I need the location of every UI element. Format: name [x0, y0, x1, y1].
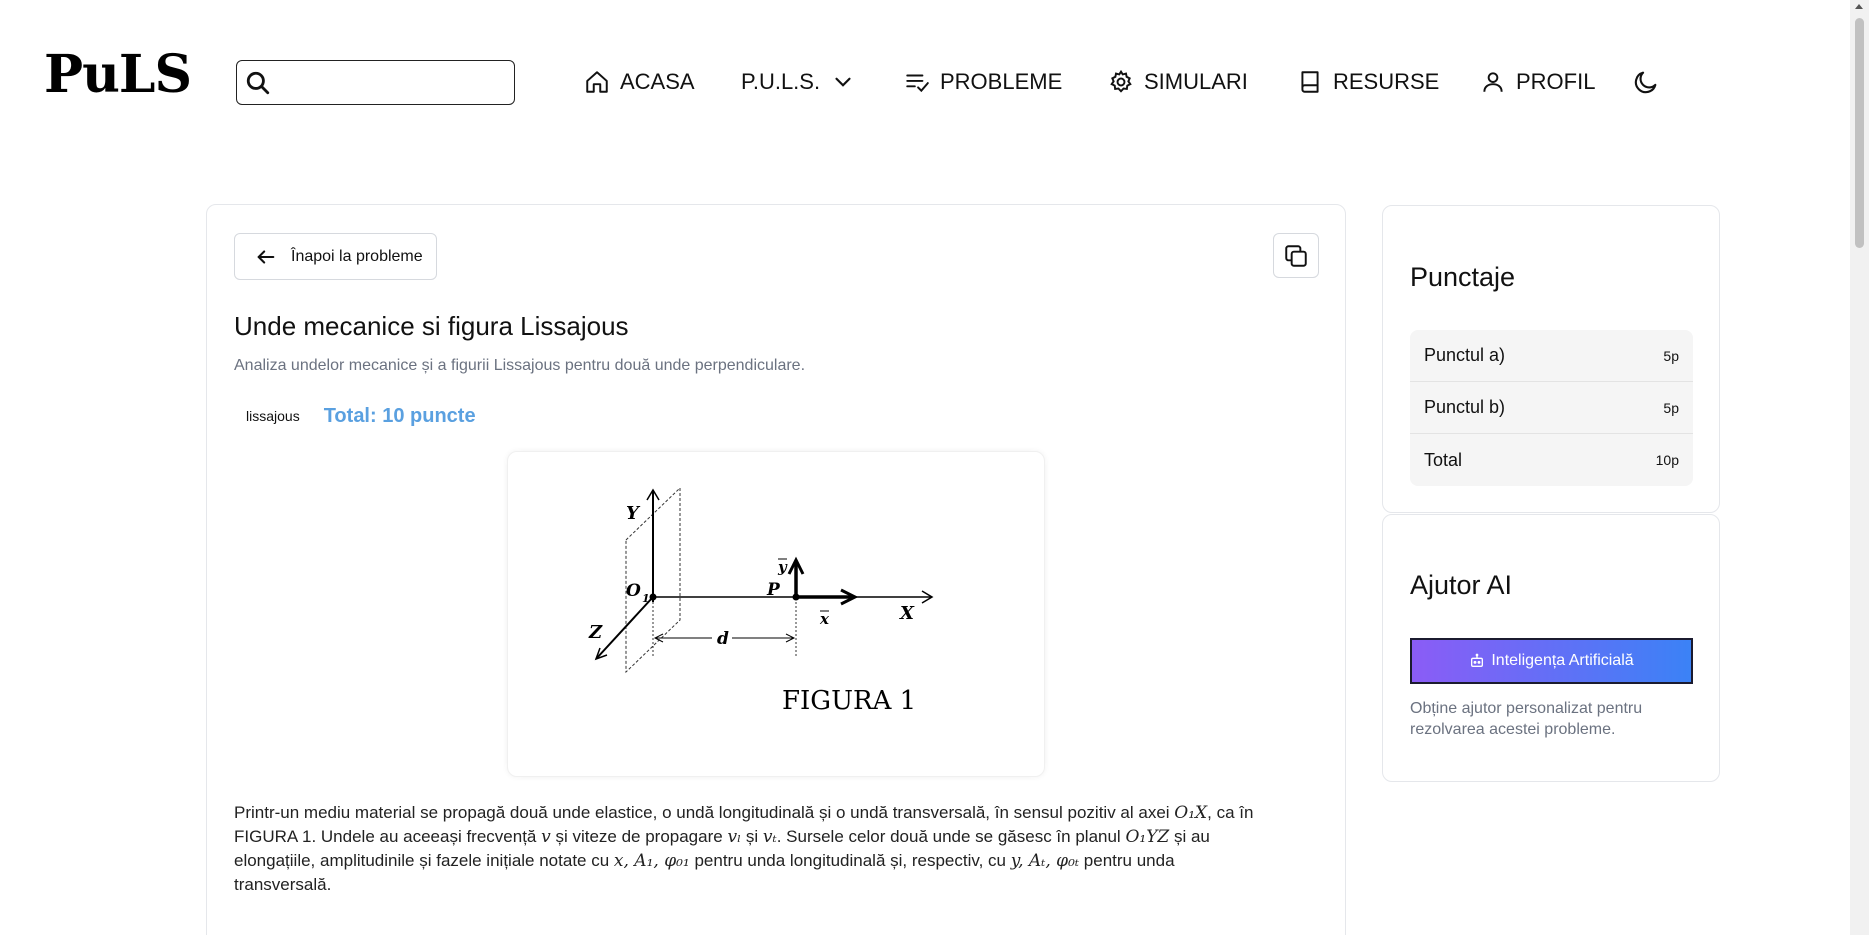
nav-home-label: ACASA: [620, 69, 695, 94]
nav-simulari-label: SIMULARI: [1144, 69, 1248, 94]
math-transversal-params: y, Aₜ, φ₀ₜ: [1010, 851, 1080, 871]
math-vt: vₜ: [762, 827, 777, 847]
search-icon: [245, 70, 271, 96]
arrow-left-icon: [255, 246, 277, 268]
logo-text: PuLS: [44, 44, 192, 105]
gear-icon: [1108, 69, 1134, 95]
problem-subtitle: Analiza undelor mecanice și a figurii Lissajous pentru două unde perpendiculare.: [234, 357, 806, 374]
score-value: 5p: [1663, 399, 1679, 416]
top-navbar: [0, 0, 1850, 165]
statement-text: Printr-un mediu material se propagă două unde elastice, o undă longitudinală și o undă transversală, în sensul pozitiv al axei: [234, 803, 1175, 822]
statement-text: și: [741, 827, 763, 846]
book-icon: [1297, 69, 1323, 95]
problem-statement: [234, 801, 1319, 897]
search-input[interactable]: [279, 63, 514, 103]
statement-text: transversală.: [234, 875, 332, 894]
axis-z-label: Z: [589, 622, 603, 643]
problem-figure: [507, 451, 1045, 777]
axis-y-label: Y: [626, 503, 639, 524]
nav-puls-label: P.U.L.S.: [741, 69, 821, 94]
score-label: Punctul a): [1424, 345, 1506, 365]
score-row: [1410, 382, 1693, 434]
nav-probleme-label: PROBLEME: [940, 69, 1063, 94]
ai-help-card: [1382, 514, 1720, 782]
ai-button-label: Inteligența Artificială: [1491, 652, 1634, 669]
ai-help-title: Ajutor AI: [1410, 570, 1513, 600]
ai-assistant-button[interactable]: [1410, 638, 1693, 684]
statement-text: FIGURA 1. Undele au aceeași frecvență: [234, 827, 542, 846]
site-logo[interactable]: [44, 44, 192, 105]
scores-title: Punctaje: [1410, 262, 1516, 292]
statement-text: pentru unda: [1079, 851, 1175, 870]
scores-card: [1382, 205, 1720, 513]
copy-icon: [1283, 243, 1309, 269]
score-value: 10p: [1655, 452, 1679, 468]
page-scrollbar[interactable]: [1850, 0, 1869, 935]
math-v: v: [541, 827, 551, 847]
chevron-down-icon: [830, 69, 856, 95]
statement-text: . Sursele celor două unde se găsesc în planul: [776, 827, 1126, 846]
nav-probleme[interactable]: [904, 62, 1062, 102]
problem-tags: [234, 399, 476, 433]
origin-subscript: 1: [642, 592, 650, 605]
point-p-label: P: [767, 580, 780, 600]
robot-icon: [1469, 653, 1485, 669]
total-points: Total: 10 puncte: [323, 404, 476, 427]
axis-x-label: X: [900, 603, 914, 624]
scroll-up-arrow[interactable]: [1855, 4, 1863, 9]
statement-text: și au: [1169, 827, 1210, 846]
vector-x-label: x: [820, 610, 829, 628]
vector-y-label: y: [778, 558, 787, 576]
statement-text: și viteze de propagare: [550, 827, 728, 846]
list-check-icon: [904, 69, 930, 95]
copy-button[interactable]: [1273, 233, 1319, 278]
moon-icon[interactable]: [1632, 68, 1660, 96]
nav-home[interactable]: [584, 62, 695, 102]
score-row-total: [1410, 434, 1693, 486]
nav-puls-dropdown[interactable]: [741, 62, 856, 102]
score-value: 5p: [1663, 347, 1679, 364]
scroll-thumb[interactable]: [1855, 18, 1864, 248]
math-o1yz: O₁YZ: [1125, 827, 1170, 847]
statement-text: pentru unda longitudinală și, respectiv, cu: [689, 851, 1011, 870]
distance-d-label: d: [717, 629, 729, 649]
back-to-problems-button[interactable]: [234, 233, 437, 280]
score-row: [1410, 330, 1693, 382]
search-box[interactable]: [236, 60, 515, 105]
ai-help-description: Obține ajutor personalizat pentru rezolvarea acestei probleme.: [1410, 700, 1643, 738]
score-label: Total: [1424, 449, 1463, 470]
math-vl: vₗ: [727, 827, 742, 847]
statement-text: elongațiile, amplitudinile și fazele inițiale notate cu: [234, 851, 614, 870]
topic-tag[interactable]: lissajous: [246, 408, 300, 424]
problem-card: [206, 204, 1346, 935]
nav-profil[interactable]: [1480, 62, 1595, 102]
nav-profil-label: PROFIL: [1516, 69, 1596, 94]
home-icon: [584, 69, 610, 95]
math-o1x: O₁X: [1174, 803, 1208, 823]
figure-caption: FIGURA 1: [782, 686, 917, 716]
scores-table: [1410, 330, 1693, 486]
statement-text: , ca în: [1207, 803, 1254, 822]
back-button-label: Înapoi la probleme: [291, 247, 423, 265]
user-icon: [1480, 69, 1506, 95]
nav-resurse[interactable]: [1297, 62, 1439, 102]
math-longitudinal-params: x, A₁, φ₀₁: [613, 851, 690, 871]
wave-diagram: [508, 452, 1046, 778]
problem-title: Unde mecanice si figura Lissajous: [234, 311, 629, 341]
score-label: Punctul b): [1424, 397, 1506, 417]
nav-simulari[interactable]: [1108, 62, 1248, 102]
origin-label: O: [626, 581, 641, 601]
nav-resurse-label: RESURSE: [1333, 69, 1440, 94]
